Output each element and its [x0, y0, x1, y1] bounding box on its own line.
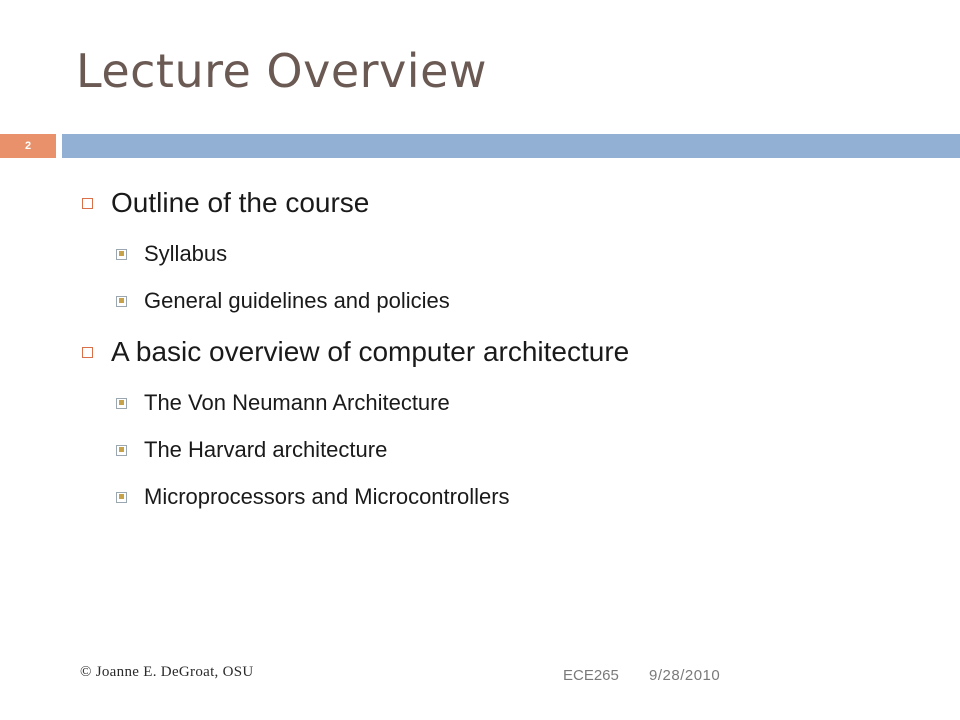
sub-bullet-item: [78, 387, 938, 419]
hollow-square-bullet-icon: [82, 347, 93, 358]
sub-bullet-text: The Harvard architecture: [144, 437, 388, 462]
bullet-text: Outline of the course: [111, 187, 370, 218]
sub-bullet-text: General guidelines and policies: [144, 288, 450, 313]
filled-square-bullet-icon: [116, 492, 127, 503]
footer-course: ECE265: [563, 667, 619, 684]
footer-date: 9/28/2010: [649, 667, 721, 684]
bullet-text: A basic overview of computer architecture: [111, 336, 630, 367]
sub-bullet-item: [78, 434, 938, 466]
filled-square-bullet-icon: [116, 398, 127, 409]
slide-number: 2: [0, 134, 56, 158]
bullet-list: [78, 180, 938, 513]
title-rule-bar: [62, 134, 960, 158]
footer-copyright: © Joanne E. DeGroat, OSU: [80, 664, 254, 680]
hollow-square-bullet-icon: [82, 198, 93, 209]
filled-square-bullet-icon: [116, 249, 127, 260]
bullet-item: [78, 333, 938, 371]
sub-bullet-item: [78, 238, 938, 270]
filled-square-bullet-icon: [116, 445, 127, 456]
filled-square-bullet-icon: [116, 296, 127, 307]
sub-bullet-item: [78, 285, 938, 317]
sub-bullet-text: The Von Neumann Architecture: [144, 390, 450, 415]
bullet-item: [78, 184, 938, 222]
sub-bullet-text: Microprocessors and Microcontrollers: [144, 484, 510, 509]
sub-bullet-text: Syllabus: [144, 241, 228, 266]
slide-title: Lecture Overview: [76, 44, 487, 98]
sub-bullet-item: [78, 481, 938, 513]
